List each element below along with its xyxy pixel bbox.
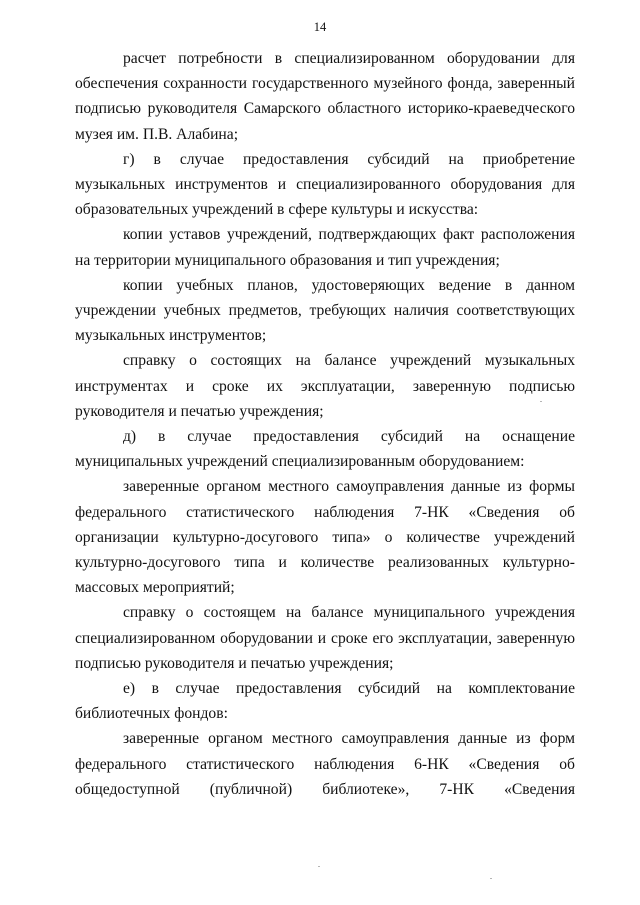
paragraph-g-musical-instruments-subsidy: г) в случае предоставления субсидий на приобретение музыкальных инструментов и специализированного оборудования для образовательных учреждений в сфере культуры и искусства: <box>75 150 575 219</box>
paragraph-e-library-funds-subsidy: е) в случае предоставления субсидий на комплектование библиотечных фондов: <box>75 680 575 723</box>
paragraph-museum-equipment-calculation: расчет потребности в специализированном оборудовании для обеспечения сохранности государственного музейного фонда, заверенный подписью руководителя Самарского областного историко-краеведческого музея им. П.В. Алабина; <box>75 50 575 143</box>
paragraph-6nk-7nk-statistics: заверенные органом местного самоуправления данные из форм федерального статистического наблюдения 6-НК «Сведения об общедоступной (публичной) библиотеке», 7-НК «Сведения <box>75 730 575 798</box>
paragraph-7nk-statistics: заверенные органом местного самоуправления данные из формы федерального статистического наблюдения 7-НК «Сведения об организации культурно-досугового типа» о количестве учреждений культурно-досугового типа и количестве реализованных культурно-массовых мероприятий; <box>75 478 575 597</box>
paragraph-curriculum-copies: копии учебных планов, удостоверяющих ведение в данном учреждении учебных предметов, требующих наличия соответствующих музыкальных инструментов; <box>75 276 575 345</box>
scan-speck <box>540 401 542 402</box>
paragraph-equipment-certificate: справку о состоящем на балансе муниципального учреждения специализированном оборудовании и сроке его эксплуатации, заверенную подписью руководителя и печатью учреждения; <box>75 604 575 672</box>
paragraph-instruments-certificate: справку о состоящих на балансе учреждений музыкальных инструментах и сроке их эксплуатации, заверенную подписью руководителя и печатью учреждения; <box>75 352 575 420</box>
paragraph-d-equipment-subsidy: д) в случае предоставления субсидий на оснащение муниципальных учреждений специализированным оборудованием: <box>75 428 575 471</box>
paragraph-charter-copies: копии уставов учреждений, подтверждающих факт расположения на территории муниципального образования и тип учреждения; <box>75 226 575 269</box>
scan-speck <box>490 878 492 879</box>
page-number: 14 <box>313 20 327 34</box>
document-body <box>75 46 575 802</box>
scan-speck <box>318 866 320 867</box>
